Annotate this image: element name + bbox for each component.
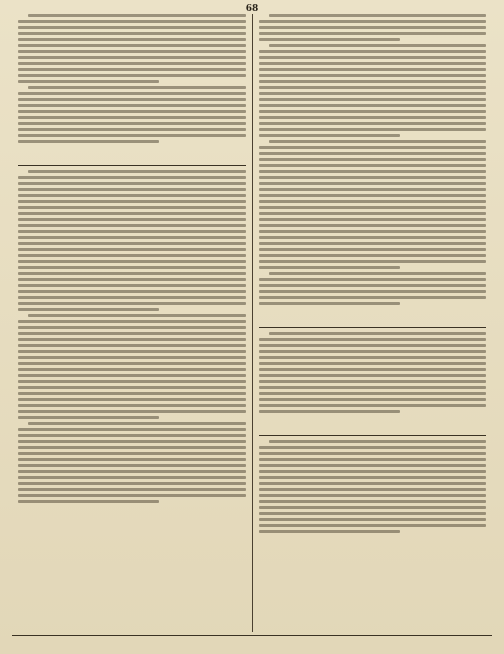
text-line (259, 398, 487, 401)
text-line (259, 344, 487, 347)
text-line (259, 248, 487, 251)
text-line (259, 494, 487, 497)
text-line (18, 374, 246, 377)
text-line (18, 500, 159, 503)
text-line (18, 32, 246, 35)
text-line (259, 20, 487, 23)
text-line (259, 122, 487, 125)
text-line (259, 254, 487, 257)
text-line (18, 248, 246, 251)
text-line (18, 404, 246, 407)
text-line (269, 14, 487, 17)
text-line (18, 344, 246, 347)
text-line (259, 128, 487, 131)
text-line (259, 80, 487, 83)
text-line (259, 458, 487, 461)
text-line (259, 404, 487, 407)
text-line (259, 224, 487, 227)
text-line (269, 140, 487, 143)
text-line (259, 206, 487, 209)
text-line (18, 350, 246, 353)
text-line (18, 362, 246, 365)
text-line (259, 236, 487, 239)
text-line (18, 386, 246, 389)
text-line (259, 350, 487, 353)
text-line (18, 44, 246, 47)
text-line (259, 116, 487, 119)
text-line (18, 218, 246, 221)
text-line (259, 212, 487, 215)
text-line (259, 56, 487, 59)
text-line (18, 368, 246, 371)
heading-rule (259, 327, 487, 328)
text-line (259, 230, 487, 233)
text-line (18, 80, 159, 83)
text-line (259, 260, 487, 263)
text-line (18, 380, 246, 383)
text-line (18, 68, 246, 71)
text-line (259, 200, 487, 203)
text-line (18, 476, 246, 479)
text-line (259, 278, 487, 281)
text-line (18, 464, 246, 467)
text-line (18, 20, 246, 23)
text-line (269, 332, 487, 335)
text-line (18, 74, 246, 77)
text-line (18, 434, 246, 437)
text-line (18, 410, 246, 413)
text-line (18, 260, 246, 263)
heading-rule (259, 435, 487, 436)
text-line (18, 134, 246, 137)
text-line (18, 488, 246, 491)
text-line (259, 104, 487, 107)
text-line (259, 446, 487, 449)
text-line (259, 110, 487, 113)
text-line (18, 104, 246, 107)
text-line (259, 380, 487, 383)
text-line (18, 428, 246, 431)
text-line (18, 200, 246, 203)
text-line (259, 452, 487, 455)
text-line (259, 506, 487, 509)
left-column (12, 14, 252, 632)
text-line (28, 86, 246, 89)
text-line (259, 338, 487, 341)
text-line (18, 176, 246, 179)
text-line (18, 26, 246, 29)
text-line (259, 266, 400, 269)
text-line (18, 212, 246, 215)
imprint-footer (12, 635, 492, 650)
text-line (18, 416, 159, 419)
text-line (259, 32, 487, 35)
text-line (18, 50, 246, 53)
text-line (259, 296, 487, 299)
text-line (28, 422, 246, 425)
text-line (18, 230, 246, 233)
text-line (259, 68, 487, 71)
text-columns (12, 14, 492, 632)
text-line (18, 98, 246, 101)
text-line (259, 26, 487, 29)
text-line (18, 236, 246, 239)
text-line (18, 278, 246, 281)
text-line (18, 92, 246, 95)
text-line (259, 164, 487, 167)
text-line (18, 272, 246, 275)
text-line (18, 116, 246, 119)
text-line (259, 470, 487, 473)
text-line (259, 356, 487, 359)
text-line (259, 158, 487, 161)
text-line (259, 362, 487, 365)
text-line (269, 272, 487, 275)
text-line (259, 518, 487, 521)
text-line (18, 398, 246, 401)
text-line (259, 488, 487, 491)
text-line (259, 176, 487, 179)
text-line (259, 92, 487, 95)
text-line (18, 356, 246, 359)
text-line (18, 224, 246, 227)
text-line (28, 170, 246, 173)
text-line (18, 326, 246, 329)
text-line (18, 62, 246, 65)
text-line (259, 302, 400, 305)
text-line (18, 284, 246, 287)
text-line (18, 452, 246, 455)
text-line (18, 140, 159, 143)
text-line (18, 308, 159, 311)
text-line (18, 188, 246, 191)
text-line (269, 44, 487, 47)
section-heading (18, 149, 246, 161)
text-line (18, 206, 246, 209)
text-line (259, 512, 487, 515)
text-line (259, 464, 487, 467)
text-line (259, 374, 487, 377)
text-line (18, 242, 246, 245)
text-line (259, 194, 487, 197)
text-line (259, 386, 487, 389)
text-line (259, 74, 487, 77)
text-line (259, 392, 487, 395)
text-line (18, 296, 246, 299)
text-line (259, 134, 400, 137)
text-line (18, 320, 246, 323)
text-line (259, 368, 487, 371)
text-line (259, 188, 487, 191)
text-line (259, 284, 487, 287)
right-column (253, 14, 493, 632)
text-line (18, 254, 246, 257)
text-line (259, 146, 487, 149)
text-line (18, 470, 246, 473)
text-line (18, 128, 246, 131)
text-line (269, 440, 487, 443)
text-line (259, 476, 487, 479)
text-line (259, 410, 400, 413)
text-line (259, 170, 487, 173)
page-number: 68 (245, 4, 259, 14)
text-line (18, 440, 246, 443)
text-line (259, 218, 487, 221)
text-line (259, 38, 400, 41)
text-line (18, 266, 246, 269)
text-line (259, 482, 487, 485)
text-line (18, 392, 246, 395)
heading-rule (18, 165, 246, 166)
section-heading (259, 311, 487, 323)
text-line (259, 98, 487, 101)
text-line (18, 290, 246, 293)
text-line (18, 482, 246, 485)
text-line (18, 458, 246, 461)
text-line (259, 524, 487, 527)
text-line (259, 290, 487, 293)
text-line (18, 302, 246, 305)
text-line (28, 14, 246, 17)
text-line (259, 50, 487, 53)
text-line (18, 122, 246, 125)
text-line (18, 494, 246, 497)
text-line (259, 62, 487, 65)
text-line (28, 314, 246, 317)
text-line (18, 110, 246, 113)
text-line (259, 500, 487, 503)
text-line (18, 194, 246, 197)
text-line (259, 242, 487, 245)
section-heading (259, 419, 487, 431)
text-line (259, 530, 400, 533)
text-line (18, 332, 246, 335)
text-line (18, 56, 246, 59)
text-line (18, 38, 246, 41)
text-line (259, 182, 487, 185)
text-line (18, 338, 246, 341)
text-line (18, 446, 246, 449)
text-line (18, 182, 246, 185)
text-line (259, 152, 487, 155)
text-line (259, 86, 487, 89)
